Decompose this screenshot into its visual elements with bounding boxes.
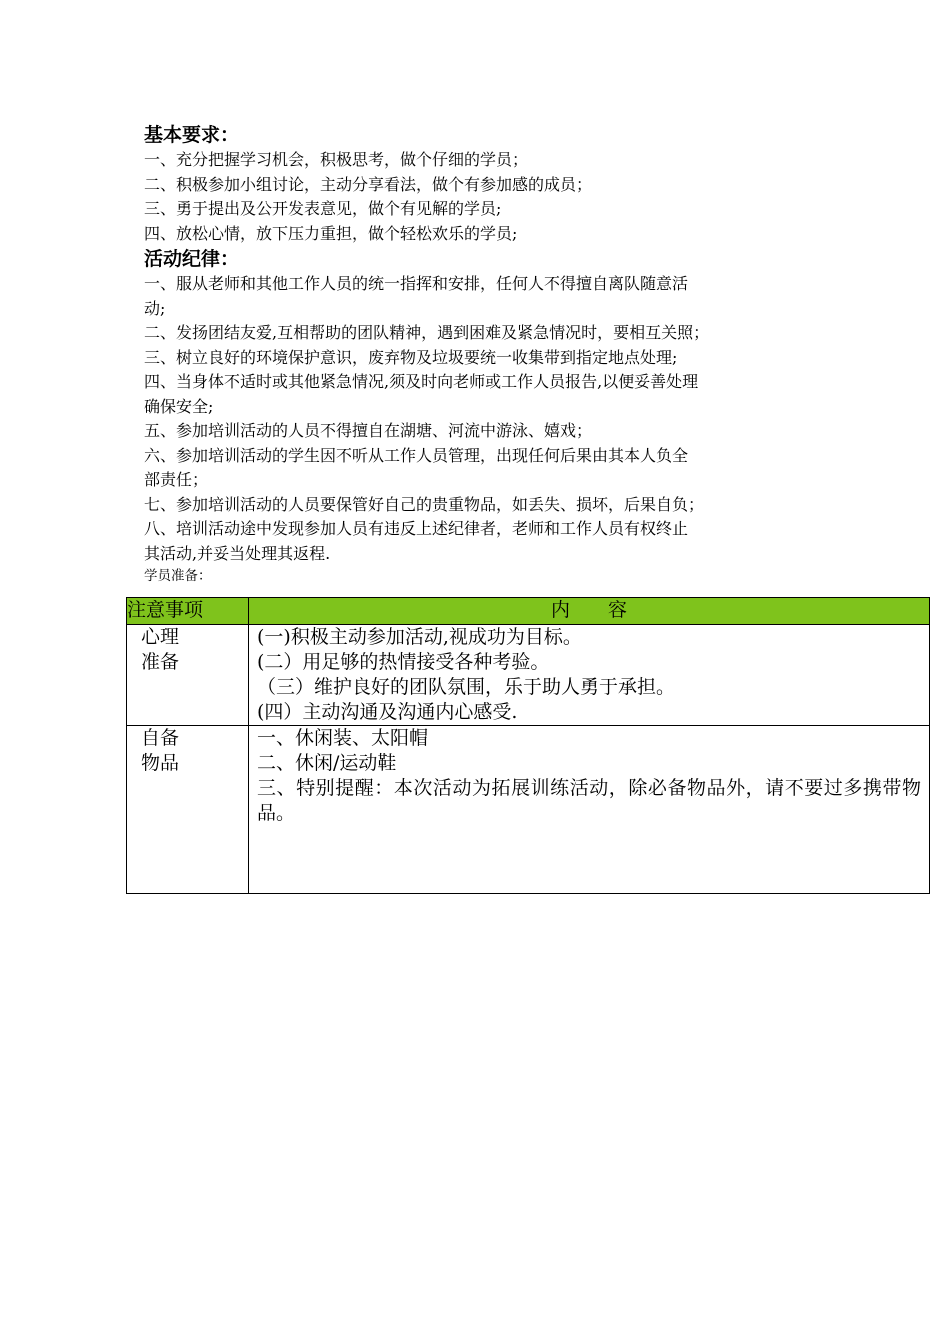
discipline-line: 动;: [144, 298, 166, 318]
basic-requirement-item: 二、积极参加小组讨论，主动分享看法，做个有参加感的成员；: [144, 174, 593, 194]
header-content: 内 容: [249, 598, 930, 625]
discipline-line: 五、参加培训活动的人员不得擅自在湖塘、河流中游泳、嬉戏；: [144, 421, 593, 440]
activity-discipline-heading: 活动纪律：: [144, 248, 240, 270]
requirements-section: [144, 122, 824, 587]
table-row: [127, 726, 930, 894]
category-text: 心理: [141, 626, 180, 648]
category-text: 物品: [141, 752, 180, 774]
content-line: （三）维护良好的团队氛围，乐于助人勇于承担。: [257, 676, 676, 698]
discipline-line: 三、树立良好的环境保护意识，废弃物及垃圾要统一收集带到指定地点处理;: [144, 347, 678, 367]
category-text: 准备: [141, 651, 180, 673]
basic-requirement-item: 三、勇于提出及公开发表意见，做个有见解的学员;: [144, 199, 502, 218]
preparation-table: [126, 597, 930, 894]
content-line: 三、特别提醒：本次活动为拓展训练活动，除必备物品外，请不要过多携带物品。: [257, 777, 921, 824]
discipline-line: 部责任；: [144, 470, 209, 489]
content-line: 二、休闲/运动鞋: [257, 752, 397, 774]
row-content: [249, 625, 930, 726]
discipline-line: 二、发扬团结友爱,互相帮助的团队精神，遇到困难及紧急情况时，要相互关照；: [144, 323, 710, 342]
discipline-line: 确保安全;: [144, 396, 214, 416]
row-category: [127, 726, 249, 894]
content-line: (二）用足够的热情接受各种考验。: [257, 651, 550, 673]
discipline-line: 七、参加培训活动的人员要保管好自己的贵重物品，如丢失、损坏，后果自负；: [144, 494, 705, 514]
student-preparation-label: 学员准备：: [144, 568, 212, 584]
basic-requirement-item: 四、放松心情，放下压力重担，做个轻松欢乐的学员;: [144, 223, 518, 243]
discipline-line: 八、培训活动途中发现参加人员有违反上述纪律者，老师和工作人员有权终止: [144, 519, 689, 538]
table-header-row: [127, 598, 930, 625]
table-row: [127, 625, 930, 726]
header-notes: 注意事项: [127, 598, 249, 625]
discipline-line: 六、参加培训活动的学生因不听从工作人员管理，出现任何后果由其本人负全: [144, 445, 689, 465]
row-category: [127, 625, 249, 726]
discipline-line: 一、服从老师和其他工作人员的统一指挥和安排，任何人不得擅自离队随意活: [144, 274, 689, 293]
discipline-line: 其活动,并妥当处理其返程.: [144, 543, 331, 563]
basic-requirements-heading: 基本要求：: [144, 124, 240, 146]
content-line: (一)积极主动参加活动,视成功为目标。: [257, 626, 582, 648]
content-line: (四）主动沟通及沟通内心感受.: [257, 701, 518, 723]
basic-requirement-item: 一、充分把握学习机会，积极思考，做个仔细的学员；: [144, 150, 529, 169]
content-line: 一、休闲装、太阳帽: [257, 727, 429, 749]
discipline-line: 四、当身体不适时或其他紧急情况,须及时向老师或工作人员报告,以便妥善处理: [144, 372, 699, 391]
category-text: 自备: [141, 727, 180, 749]
row-content: [249, 726, 930, 894]
